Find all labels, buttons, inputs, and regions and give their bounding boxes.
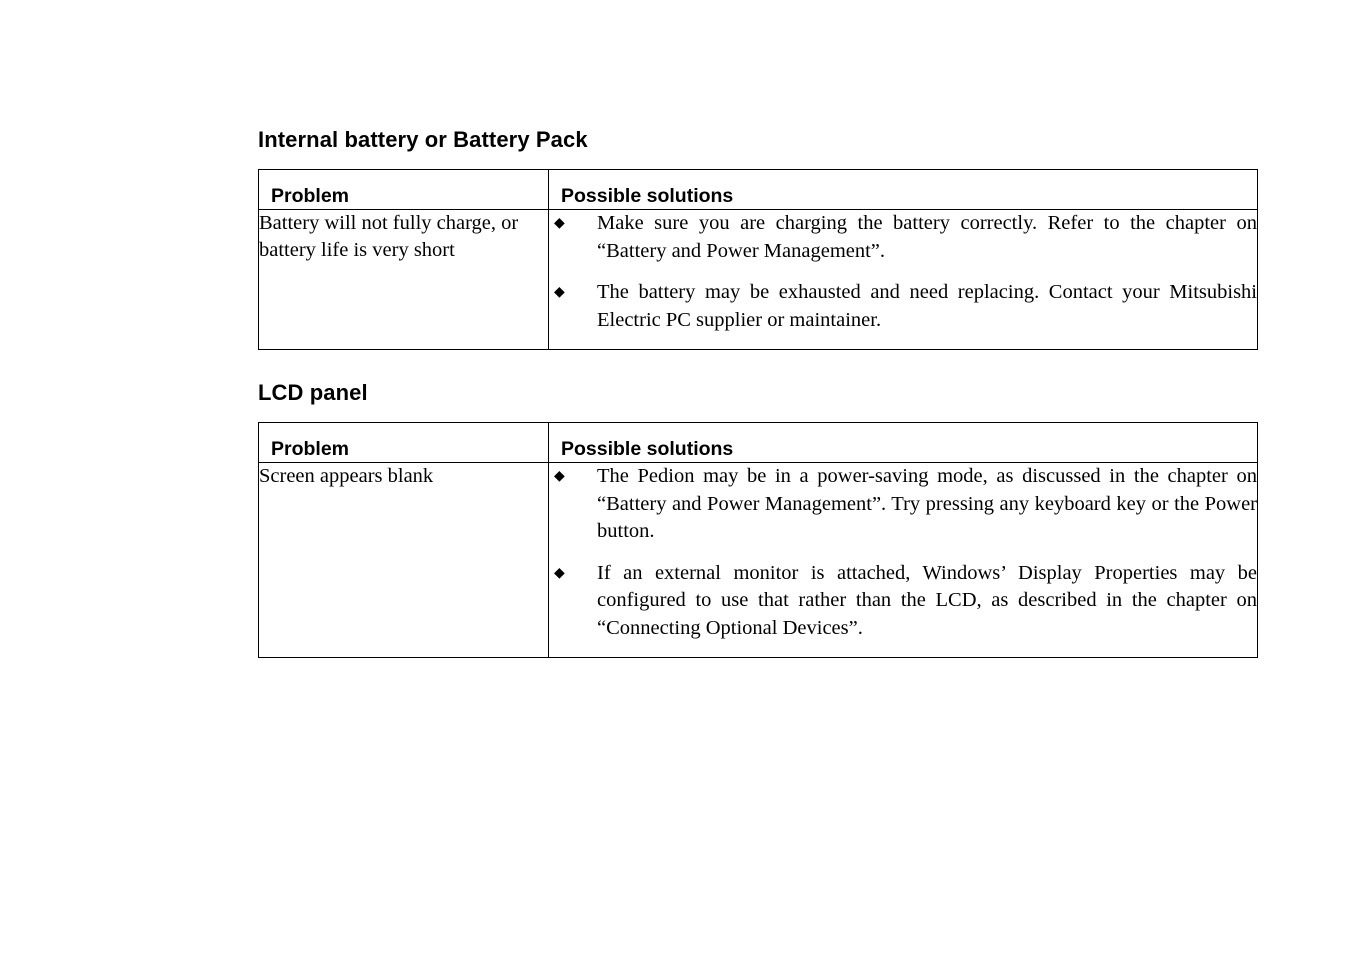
solution-text: Make sure you are charging the battery correctly. Refer to the chapter on “Battery and Power Management”. [597, 212, 1257, 262]
solutions-cell [549, 463, 1258, 658]
diamond-bullet-icon: ◆ [554, 284, 565, 300]
section-battery [258, 126, 1257, 331]
table-header-row [259, 170, 1258, 210]
solution-item [549, 560, 1257, 643]
table-row [259, 463, 1258, 658]
section-lcd-panel [258, 379, 1257, 639]
header-solutions: Possible solutions [549, 170, 1258, 210]
diamond-bullet-icon: ◆ [554, 564, 565, 581]
solutions-list [549, 210, 1257, 334]
solution-item [549, 463, 1257, 546]
diamond-bullet-icon: ◆ [554, 215, 565, 231]
table-row [259, 210, 1258, 350]
problem-cell: Screen appears blank [259, 463, 549, 658]
header-problem: Problem [259, 423, 549, 463]
section-title: LCD panel [258, 380, 368, 405]
troubleshooting-table [258, 169, 1258, 350]
table-header-row [259, 423, 1258, 463]
header-problem: Problem [259, 170, 549, 210]
solutions-cell [549, 210, 1258, 350]
solution-text: If an external monitor is attached, Windows’ Display Properties may be configured to use that rather than the LCD, as described in the chapter on “Connecting Optional Devices”. [597, 561, 1257, 639]
solutions-list [549, 463, 1257, 642]
section-title: Internal battery or Battery Pack [258, 127, 588, 152]
troubleshooting-table [258, 422, 1258, 658]
problem-cell: Battery will not fully charge, or battery life is very short [259, 210, 549, 350]
diamond-bullet-icon: ◆ [554, 468, 565, 484]
solution-text: The battery may be exhausted and need replacing. Contact your Mitsubishi Electric PC supplier or maintainer. [597, 281, 1257, 331]
solution-item [549, 210, 1257, 265]
solution-text: The Pedion may be in a power-saving mode, as discussed in the chapter on “Battery and Power Management”. Try pressing any keyboard key or the Power button. [597, 465, 1257, 542]
solution-item [549, 279, 1257, 334]
header-solutions: Possible solutions [549, 423, 1258, 463]
